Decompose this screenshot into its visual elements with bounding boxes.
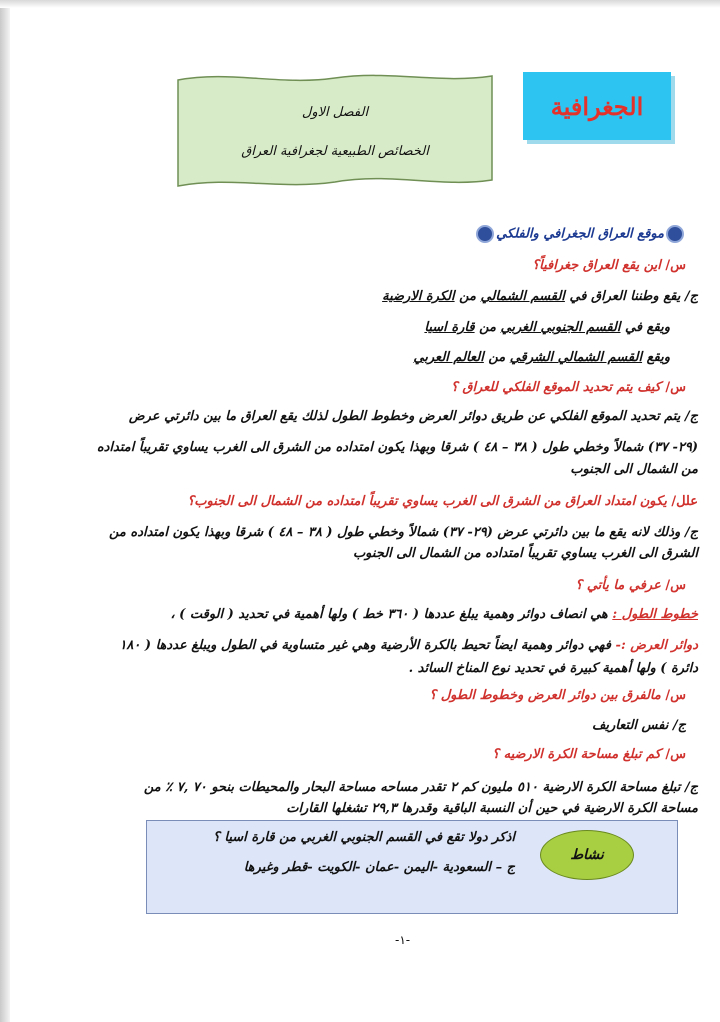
answer-2-line-2: (٢٩- ٣٧) شمالاً وخطي طول ( ٣٨ – ٤٨ ) شرقا وبهذا يكون امتداده من الشرق الى الغرب يساوي تقريباً امتداده xyxy=(96,440,698,455)
answer-2-line-1: ج/ يتم تحديد الموقع الفلكي عن طريق دوائر العرض وخطوط الطول لذلك يقع العراق ما بين دائرتي عرض xyxy=(128,409,698,424)
section-heading xyxy=(474,225,686,243)
subject-title: الجغرافية xyxy=(550,91,644,121)
question-prefix: س/ xyxy=(665,258,686,273)
flower-bullet-icon xyxy=(666,225,684,243)
chapter-subtitle: الخصائص الطبيعية لجغرافية العراق xyxy=(241,144,429,159)
definition-latitude: دوائر العرض :- فهي دوائر وهمية ايضاً تحيط بالكرة الأرضية وهي غير متساوية في الطول ويبلغ عددها ( ١٨٠ xyxy=(119,638,698,653)
question-2: س/ كيف يتم تحديد الموقع الفلكي للعراق ؟ xyxy=(450,380,686,395)
question-5: س/ مالفرق بين دوائر العرض وخطوط الطول ؟ xyxy=(429,688,686,703)
activity-answer: ج – السعودية -اليمن -عمان -الكويت -قطر وغيرها xyxy=(243,860,515,875)
answer-3-line-1: ج/ وذلك لانه يقع ما بين دائرتي عرض (٢٩- ٣٧) شمالاً وخطي طول ( ٣٨ – ٤٨ ) شرقا وبهذا يكون امتداده من xyxy=(109,525,698,540)
answer-5: ج/ نفس التعاريف xyxy=(591,718,686,733)
question-text: اين يقع العراق جغرافياً؟ xyxy=(532,258,661,273)
definition-longitude: خطوط الطول : هي انصاف دوائر وهمية يبلغ عددها ( ٣٦٠ خط ) ولها أهمية في تحديد ( الوقت ) ، xyxy=(170,607,698,622)
page-number: -١- xyxy=(395,933,411,947)
section-heading-text: موقع العراق الجغرافي والفلكي xyxy=(496,226,664,242)
chapter-title: الفصل الاول xyxy=(301,105,369,120)
answer-3-line-2: الشرق الى الغرب يساوي تقريباً امتداده من الشمال الى الجنوب xyxy=(352,546,698,561)
answer-2-line-3: من الشمال الى الجنوب xyxy=(570,462,698,477)
answer-6-line-1: ج/ تبلغ مساحة الكرة الارضية ٥١٠ مليون كم ٢ تقدر مساحه مساحة البحار والمحيطات بنحو ٧٠ ,٧ ٪ من xyxy=(143,780,698,795)
answer-1-line-3: ويقع القسم الشمالي الشرقي من العالم العربي xyxy=(413,350,670,365)
question-6: س/ كم تبلغ مساحة الكرة الارضيه ؟ xyxy=(492,747,686,762)
question-1 xyxy=(532,258,686,273)
question-4: س/ عرفي ما يأتي ؟ xyxy=(575,578,686,593)
answer-1-line-1: ج/ يقع وطننا العراق في القسم الشمالي من الكرة الارضية xyxy=(382,289,698,304)
activity-question: اذكر دولا تقع في القسم الجنوبي الغربي من قارة اسيا ؟ xyxy=(212,830,515,845)
page-top-shadow xyxy=(0,0,720,8)
page-edge-shadow xyxy=(0,0,10,1022)
chapter-banner xyxy=(170,68,500,193)
subject-title-box xyxy=(523,72,671,140)
answer-6-line-2: مساحة الكرة الارضية في حين أن النسبة الباقية وقدرها ٢٩,٣ تشغلها القارات xyxy=(286,801,698,816)
answer-1-line-2: ويقع في القسم الجنوبي الغربي من قارة اسيا xyxy=(424,320,670,335)
definition-latitude-line-2: دائرة ) ولها أهمية كبيرة في تحديد نوع المناخ السائد . xyxy=(408,661,698,676)
question-3: علل/ يكون امتداد العراق من الشرق الى الغرب يساوي تقريباً امتداده من الشمال الى الجنوب؟ xyxy=(187,494,698,509)
activity-label: نشاط xyxy=(540,830,634,880)
flower-bullet-icon xyxy=(476,225,494,243)
